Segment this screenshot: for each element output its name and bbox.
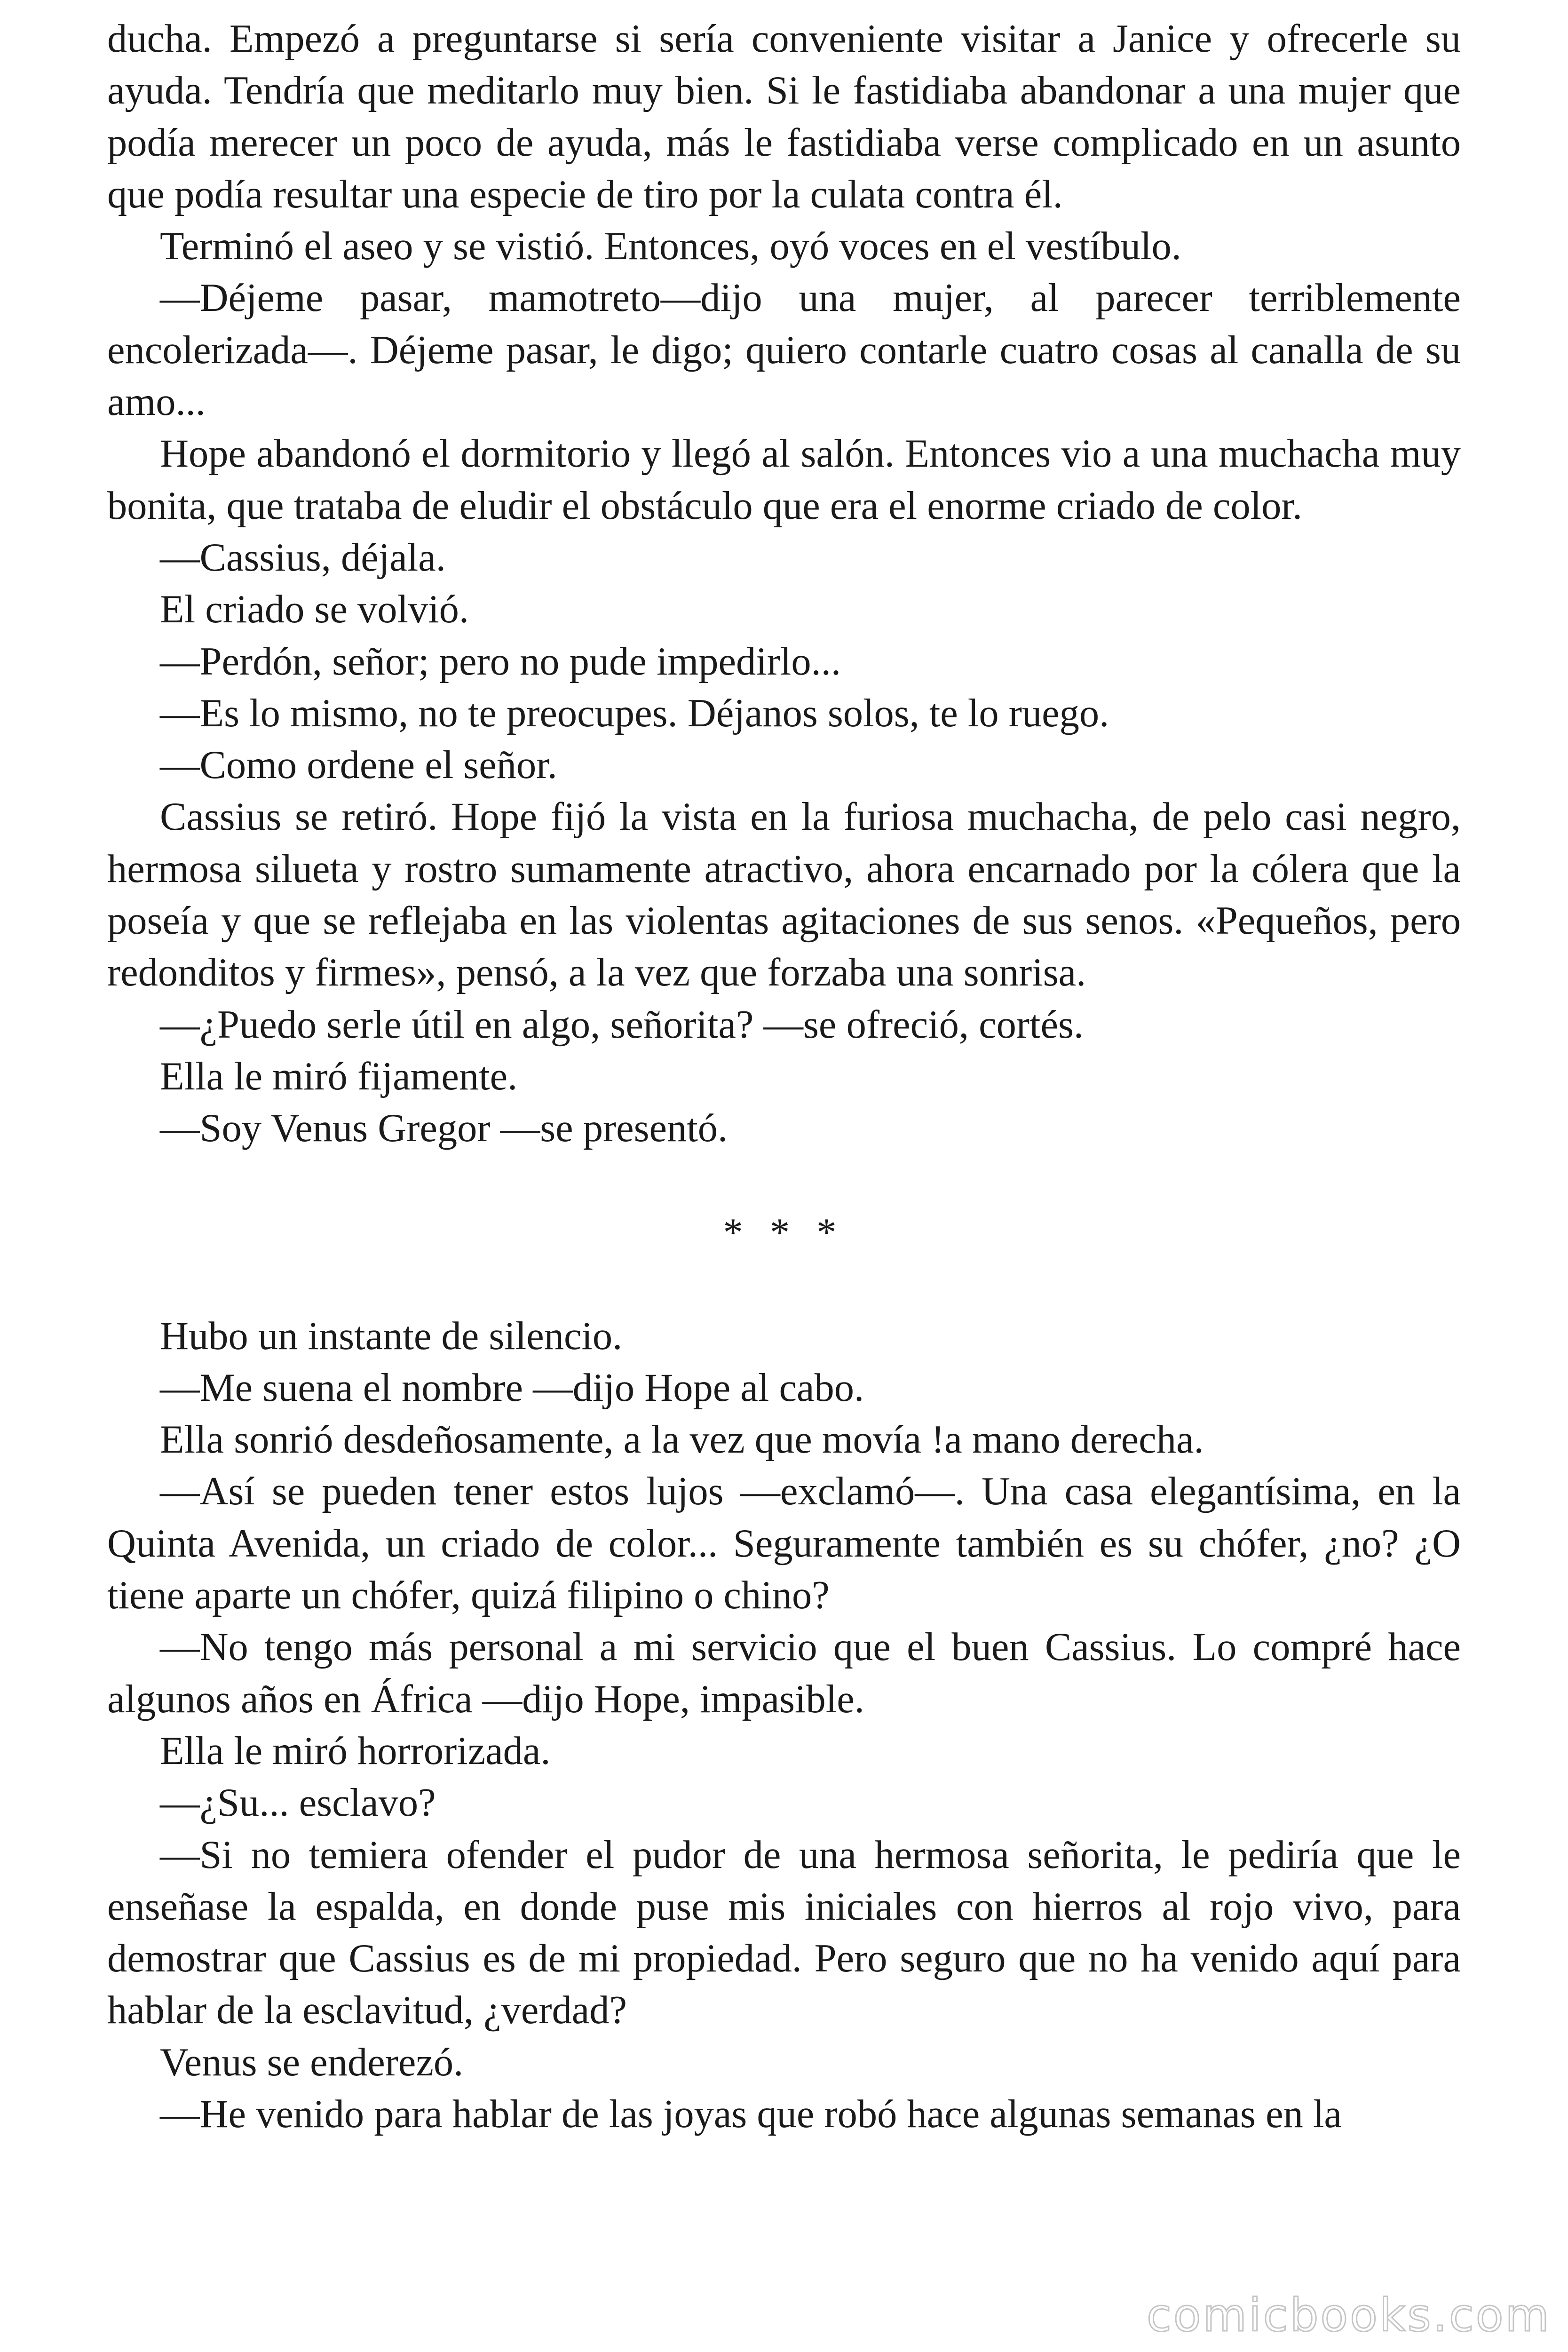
paragraph: Hope abandonó el dormitorio y llegó al salón. Entonces vio a una muchacha muy bonita, que trataba de eludir el obstáculo que era el enorme criado de color. [107, 432, 1461, 528]
dialogue-paragraph: —Cassius, déjala. [160, 535, 446, 580]
dialogue-paragraph: —Perdón, señor; pero no pude impedirlo... [160, 639, 841, 683]
paragraph: Hubo un instante de silencio. [160, 1314, 623, 1358]
dialogue-paragraph: —Si no temiera ofender el pudor de una hermosa señorita, le pediría que le enseñase la espalda, en donde puse mis iniciales con hierros al rojo vivo, para demostrar que Cassius es de mi propiedad. Pero seguro que no ha venido aquí para hablar de la esclavitud, ¿verdad? [107, 1833, 1461, 2033]
paragraph: Ella le miró fijamente. [160, 1054, 518, 1098]
section-break: * * * [723, 1210, 845, 1255]
watermark: comicbooks.com [1146, 2289, 1551, 2342]
dialogue-paragraph: —¿Puedo serle útil en algo, señorita? —se ofreció, cortés. [160, 1002, 1084, 1047]
paragraph: Ella sonrió desdeñosamente, a la vez que movía !a mano derecha. [160, 1418, 1204, 1462]
dialogue-paragraph: —Soy Venus Gregor —se presentó. [160, 1106, 728, 1151]
dialogue-paragraph: —No tengo más personal a mi servicio que el buen Cassius. Lo compré hace algunos años en África —dijo Hope, impasible. [107, 1625, 1461, 1721]
paragraph: El criado se volvió. [160, 588, 469, 632]
book-page [107, 13, 1461, 2140]
dialogue-paragraph: —Como ordene el señor. [160, 743, 557, 787]
dialogue-paragraph: —Es lo mismo, no te preocupes. Déjanos solos, te lo ruego. [160, 691, 1109, 735]
paragraph: Cassius se retiró. Hope fijó la vista en la furiosa muchacha, de pelo casi negro, hermosa silueta y rostro sumamente atractivo, ahora encarnado por la cólera que la poseía y que se reflejaba en las violentas agitaciones de sus senos. «Pequeños, pero redonditos y firmes», pensó, a la vez que forzaba una sonrisa. [107, 795, 1461, 995]
paragraph: Ella le miró horrorizada. [160, 1729, 551, 1773]
dialogue-paragraph: —Así se pueden tener estos lujos —exclamó—. Una casa elegantísima, en la Quinta Avenida, un criado de color... Seguramente también es su chófer, ¿no? ¿O tiene aparte un chófer, quizá filipino o chino? [107, 1470, 1461, 1618]
dialogue-paragraph: —Déjeme pasar, mamotreto—dijo una mujer, al parecer terriblemente encolerizada—. Déjeme pasar, le digo; quiero contarle cuatro cosas al canalla de su amo... [107, 276, 1461, 424]
dialogue-paragraph: —He venido para hablar de las joyas que robó hace algunas semanas en la [160, 2092, 1342, 2136]
dialogue-paragraph: —Me suena el nombre —dijo Hope al cabo. [160, 1366, 864, 1410]
paragraph: Terminó el aseo y se vistió. Entonces, oyó voces en el vestíbulo. [160, 224, 1181, 269]
dialogue-paragraph: —¿Su... esclavo? [160, 1781, 436, 1825]
paragraph: Venus se enderezó. [160, 2040, 464, 2084]
paragraph-continuation: ducha. Empezó a preguntarse si sería conveniente visitar a Janice y ofrecerle su ayuda. Tendría que meditarlo muy bien. Si le fastidiaba abandonar a una mujer que podía merecer un poco de ayuda, más le fastidiaba verse complicado en un asunto que podía resultar una especie de tiro por la culata contra él. [107, 17, 1461, 216]
